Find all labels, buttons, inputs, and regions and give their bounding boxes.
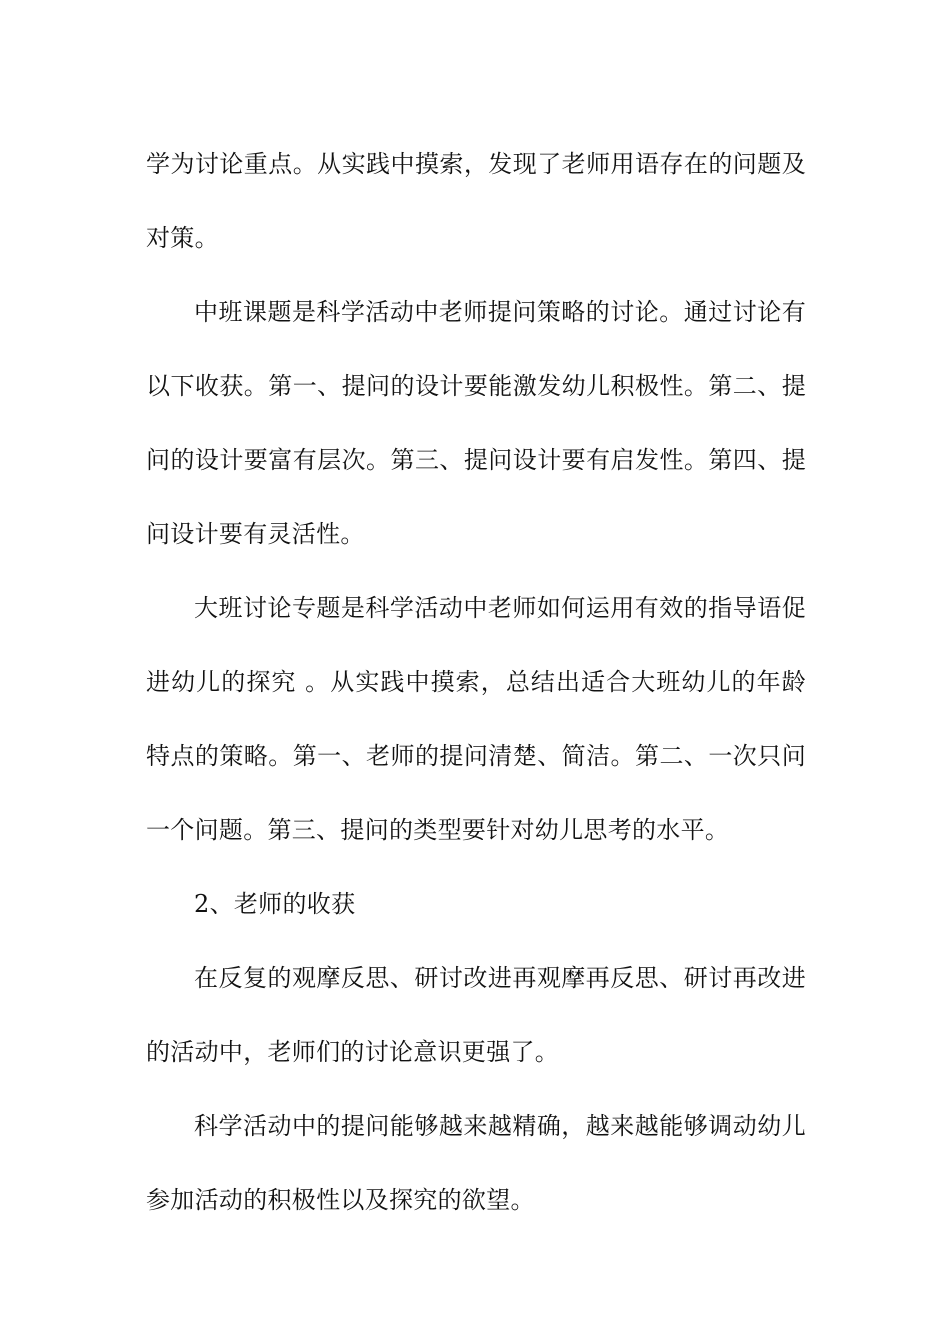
document-body	[146, 127, 806, 1237]
paragraph-senior-class: 大班讨论专题是科学活动中老师如何运用有效的指导语促进幼儿的探究 。从实践中摸索，总结出适合大班幼儿的年龄特点的策略。第一、老师的提问清楚、简洁。第二、一次只问一个问题。第三、提问的类型要针对幼儿思考的水平。	[146, 594, 806, 844]
paragraph-middle-class: 中班课题是科学活动中老师提问策略的讨论。通过讨论有以下收获。第一、提问的设计要能激发幼儿积极性。第二、提问的设计要富有层次。第三、提问设计要有启发性。第四、提问设计要有灵活性。	[146, 298, 806, 548]
paragraph-reflection: 在反复的观摩反思、研讨改进再观摩再反思、研讨再改进的活动中，老师们的讨论意识更强了。	[146, 964, 806, 1066]
paragraph-continuation: 学为讨论重点。从实践中摸索，发现了老师用语存在的问题及对策。	[146, 150, 806, 252]
section-heading-teacher-gains: 2、老师的收获	[194, 890, 356, 918]
paragraph-questioning: 科学活动中的提问能够越来越精确，越来越能够调动幼儿参加活动的积极性以及探究的欲望。	[146, 1112, 806, 1214]
